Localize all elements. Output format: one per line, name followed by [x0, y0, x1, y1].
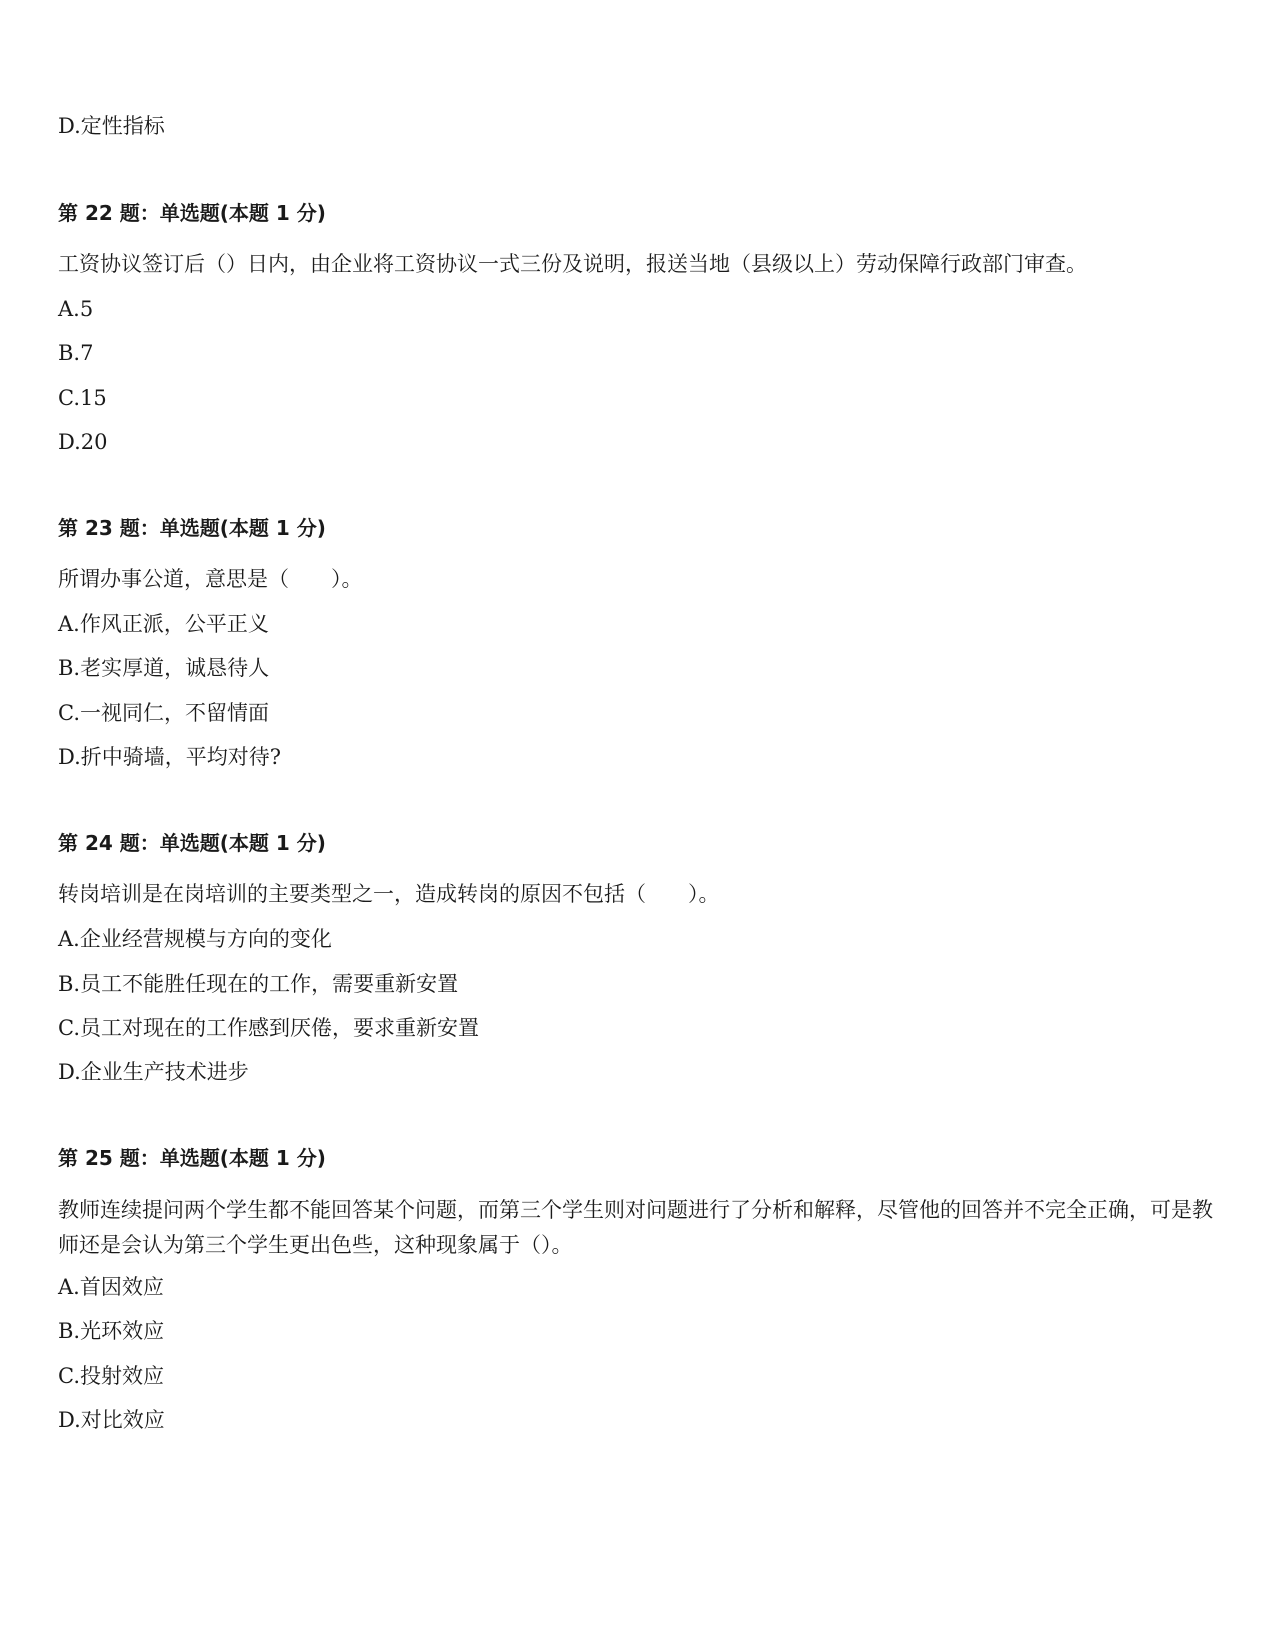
option-a: A.5 [58, 297, 94, 321]
option-a: A.首因效应 [58, 1275, 164, 1299]
question-stem: 转岗培训是在岗培训的主要类型之一，造成转岗的原因不包括（ ）。 [58, 882, 720, 906]
question-stem: 所谓办事公道，意思是（ ）。 [58, 567, 363, 591]
question-heading: 第 22 题：单选题(本题 1 分) [58, 201, 326, 225]
option-c: C.员工对现在的工作感到厌倦，要求重新安置 [58, 1016, 479, 1040]
option-a: A.企业经营规模与方向的变化 [58, 927, 332, 951]
question-stem: 工资协议签订后（）日内，由企业将工资协议一式三份及说明，报送当地（县级以上）劳动保障行政部门审查。 [58, 252, 1087, 276]
option-d: D.折中骑墙，平均对待? [58, 745, 282, 769]
option-b: B.员工不能胜任现在的工作，需要重新安置 [58, 972, 459, 996]
option-d: D.定性指标 [58, 114, 165, 138]
option-c: C.投射效应 [58, 1364, 164, 1388]
option-d: D.20 [58, 430, 108, 454]
option-c: C.一视同仁，不留情面 [58, 701, 269, 725]
option-d: D.对比效应 [58, 1408, 165, 1432]
question-heading: 第 25 题：单选题(本题 1 分) [58, 1146, 326, 1170]
question-stem: 教师连续提问两个学生都不能回答某个问题，而第三个学生则对问题进行了分析和解释，尽管他的回答并不完全正确，可是教师还是会认为第三个学生更出色些，这种现象属于（）。 [58, 1198, 1213, 1257]
question-heading: 第 24 题：单选题(本题 1 分) [58, 831, 326, 855]
option-b: B.光环效应 [58, 1319, 165, 1343]
option-b: B.7 [58, 341, 94, 365]
option-b: B.老实厚道，诚恳待人 [58, 656, 270, 680]
option-d: D.企业生产技术进步 [58, 1060, 249, 1084]
option-a: A.作风正派，公平正义 [58, 612, 269, 636]
option-c: C.15 [58, 386, 107, 410]
question-heading: 第 23 题：单选题(本题 1 分) [58, 516, 326, 540]
